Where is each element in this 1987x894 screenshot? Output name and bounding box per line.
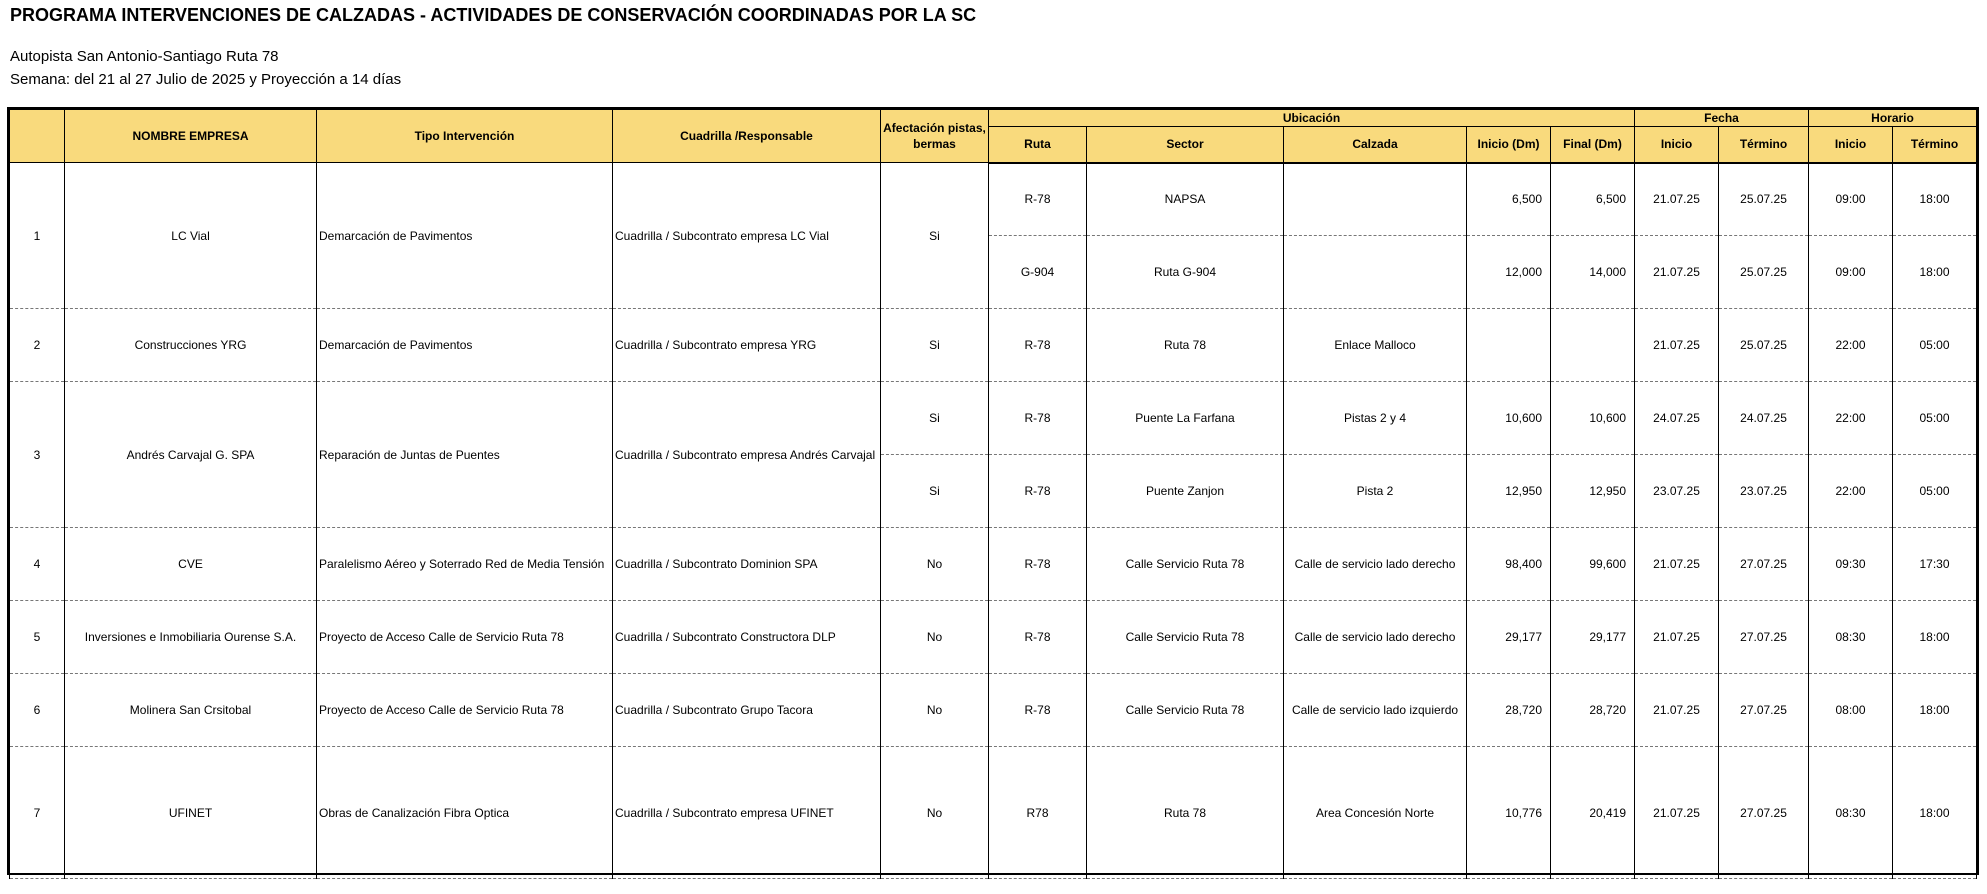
cell-fecha-inicio: 24.07.25 (1635, 382, 1719, 455)
cell-tipo: Proyecto de Acceso Calle de Servicio Ruta 78 (317, 601, 613, 674)
cell-ruta: R-78 (989, 455, 1087, 528)
cell-final-dm: 14,000 (1551, 236, 1635, 309)
cell-final-dm: 20,419 (1551, 747, 1635, 879)
table-row (10, 674, 1977, 747)
cell-inicio-dm: 12,950 (1467, 455, 1551, 528)
cell-inicio-dm: 28,720 (1467, 674, 1551, 747)
cell-cuadrilla: Cuadrilla / Subcontrato Constructora DLP (613, 601, 881, 674)
cell-fecha-termino: 27.07.25 (1719, 674, 1809, 747)
cell-hora-termino: 05:00 (1893, 309, 1977, 382)
table-row (10, 601, 1977, 674)
cell-calzada: Area Concesión Norte (1284, 747, 1467, 879)
table-row (10, 309, 1977, 382)
interventions-table (9, 109, 1977, 879)
cell-inicio-dm: 12,000 (1467, 236, 1551, 309)
cell-tipo: Proyecto de Acceso Calle de Servicio Ruta 78 (317, 674, 613, 747)
cell-afectacion: No (881, 674, 989, 747)
cell-sector: Ruta 78 (1087, 309, 1284, 382)
cell-sector: Calle Servicio Ruta 78 (1087, 674, 1284, 747)
cell-calzada: Pistas 2 y 4 (1284, 382, 1467, 455)
col-number-header (10, 110, 65, 163)
cell-inicio-dm (1467, 309, 1551, 382)
col-fecha-termino-header: Término (1719, 127, 1809, 163)
page-title: PROGRAMA INTERVENCIONES DE CALZADAS - ACTIVIDADES DE CONSERVACIÓN COORDINADAS POR LA SC (10, 5, 977, 25)
cell-afectacion: No (881, 747, 989, 879)
cell-afectacion: Si (881, 382, 989, 455)
col-tipo-header: Tipo Intervención (317, 110, 613, 163)
cell-hora-inicio: 08:30 (1809, 747, 1893, 879)
cell-calzada: Enlace Malloco (1284, 309, 1467, 382)
interventions-table-container (7, 107, 1979, 875)
col-calzada-header: Calzada (1284, 127, 1467, 163)
cell-fecha-inicio: 21.07.25 (1635, 236, 1719, 309)
cell-inicio-dm: 29,177 (1467, 601, 1551, 674)
cell-hora-termino: 18:00 (1893, 236, 1977, 309)
col-cuadrilla-header: Cuadrilla /Responsable (613, 110, 881, 163)
group-horario-header: Horario (1809, 110, 1977, 127)
cell-empresa: Molinera San Crsitobal (65, 674, 317, 747)
cell-sector: Ruta 78 (1087, 747, 1284, 879)
cell-hora-inicio: 09:00 (1809, 236, 1893, 309)
cell-hora-inicio: 09:00 (1809, 163, 1893, 236)
col-inicio-dm-header: Inicio (Dm) (1467, 127, 1551, 163)
cell-sector: Calle Servicio Ruta 78 (1087, 601, 1284, 674)
cell-ruta: R-78 (989, 382, 1087, 455)
cell-calzada: Calle de servicio lado izquierdo (1284, 674, 1467, 747)
row-number: 2 (10, 309, 65, 382)
cell-hora-termino: 18:00 (1893, 601, 1977, 674)
cell-ruta: R-78 (989, 309, 1087, 382)
cell-calzada (1284, 236, 1467, 309)
cell-hora-termino: 17:30 (1893, 528, 1977, 601)
cell-afectacion: Si (881, 455, 989, 528)
cell-fecha-termino: 25.07.25 (1719, 309, 1809, 382)
cell-empresa: Inversiones e Inmobiliaria Ourense S.A. (65, 601, 317, 674)
cell-afectacion: Si (881, 163, 989, 309)
col-ruta-header: Ruta (989, 127, 1087, 163)
cell-calzada: Calle de servicio lado derecho (1284, 528, 1467, 601)
cell-hora-inicio: 08:30 (1809, 601, 1893, 674)
cell-final-dm (1551, 309, 1635, 382)
cell-sector: Ruta G-904 (1087, 236, 1284, 309)
cell-hora-inicio: 22:00 (1809, 382, 1893, 455)
cell-final-dm: 28,720 (1551, 674, 1635, 747)
cell-inicio-dm: 6,500 (1467, 163, 1551, 236)
cell-empresa: Construcciones YRG (65, 309, 317, 382)
row-number: 5 (10, 601, 65, 674)
cell-fecha-termino: 27.07.25 (1719, 747, 1809, 879)
group-ubicacion-header: Ubicación (989, 110, 1635, 127)
cell-empresa: UFINET (65, 747, 317, 879)
cell-calzada (1284, 163, 1467, 236)
cell-final-dm: 99,600 (1551, 528, 1635, 601)
cell-ruta: R-78 (989, 674, 1087, 747)
cell-ruta: R-78 (989, 601, 1087, 674)
cell-sector: Calle Servicio Ruta 78 (1087, 528, 1284, 601)
cell-fecha-termino: 27.07.25 (1719, 601, 1809, 674)
cell-ruta: R78 (989, 747, 1087, 879)
cell-hora-termino: 18:00 (1893, 163, 1977, 236)
table-row (10, 382, 1977, 455)
cell-fecha-inicio: 21.07.25 (1635, 747, 1719, 879)
row-number: 3 (10, 382, 65, 528)
cell-fecha-termino: 27.07.25 (1719, 528, 1809, 601)
cell-hora-inicio: 09:30 (1809, 528, 1893, 601)
cell-inicio-dm: 98,400 (1467, 528, 1551, 601)
cell-final-dm: 12,950 (1551, 455, 1635, 528)
cell-sector: Puente La Farfana (1087, 382, 1284, 455)
cell-fecha-termino: 23.07.25 (1719, 455, 1809, 528)
cell-hora-inicio: 22:00 (1809, 455, 1893, 528)
cell-fecha-inicio: 21.07.25 (1635, 674, 1719, 747)
cell-afectacion: No (881, 528, 989, 601)
row-number: 7 (10, 747, 65, 879)
cell-hora-inicio: 22:00 (1809, 309, 1893, 382)
cell-empresa: LC Vial (65, 163, 317, 309)
cell-tipo: Demarcación de Pavimentos (317, 163, 613, 309)
cell-final-dm: 29,177 (1551, 601, 1635, 674)
cell-cuadrilla: Cuadrilla / Subcontrato empresa Andrés Carvajal (613, 382, 881, 528)
cell-cuadrilla: Cuadrilla / Subcontrato empresa LC Vial (613, 163, 881, 309)
cell-ruta: R-78 (989, 528, 1087, 601)
cell-fecha-termino: 25.07.25 (1719, 236, 1809, 309)
cell-tipo: Demarcación de Pavimentos (317, 309, 613, 382)
cell-calzada: Pista 2 (1284, 455, 1467, 528)
cell-cuadrilla: Cuadrilla / Subcontrato Grupo Tacora (613, 674, 881, 747)
col-empresa-header: NOMBRE EMPRESA (65, 110, 317, 163)
cell-fecha-inicio: 21.07.25 (1635, 601, 1719, 674)
cell-hora-termino: 18:00 (1893, 747, 1977, 879)
col-hora-inicio-header: Inicio (1809, 127, 1893, 163)
highway-name: Autopista San Antonio-Santiago Ruta 78 (10, 48, 279, 65)
group-fecha-header: Fecha (1635, 110, 1809, 127)
col-final-dm-header: Final (Dm) (1551, 127, 1635, 163)
cell-sector: Puente Zanjon (1087, 455, 1284, 528)
cell-hora-inicio: 08:00 (1809, 674, 1893, 747)
row-number: 4 (10, 528, 65, 601)
cell-tipo: Obras de Canalización Fibra Optica (317, 747, 613, 879)
col-sector-header: Sector (1087, 127, 1284, 163)
cell-empresa: CVE (65, 528, 317, 601)
table-row (10, 747, 1977, 879)
cell-ruta: R-78 (989, 163, 1087, 236)
cell-sector: NAPSA (1087, 163, 1284, 236)
table-row (10, 528, 1977, 601)
cell-empresa: Andrés Carvajal G. SPA (65, 382, 317, 528)
cell-inicio-dm: 10,776 (1467, 747, 1551, 879)
cell-final-dm: 6,500 (1551, 163, 1635, 236)
cell-inicio-dm: 10,600 (1467, 382, 1551, 455)
cell-fecha-termino: 24.07.25 (1719, 382, 1809, 455)
col-afectacion-header: Afectación pistas, bermas (881, 110, 989, 163)
cell-fecha-inicio: 21.07.25 (1635, 309, 1719, 382)
cell-fecha-termino: 25.07.25 (1719, 163, 1809, 236)
cell-hora-termino: 05:00 (1893, 455, 1977, 528)
col-fecha-inicio-header: Inicio (1635, 127, 1719, 163)
cell-fecha-inicio: 21.07.25 (1635, 528, 1719, 601)
table-row (10, 163, 1977, 236)
cell-tipo: Reparación de Juntas de Puentes (317, 382, 613, 528)
cell-final-dm: 10,600 (1551, 382, 1635, 455)
cell-afectacion: No (881, 601, 989, 674)
col-hora-termino-header: Término (1893, 127, 1977, 163)
cell-afectacion: Si (881, 309, 989, 382)
row-number: 6 (10, 674, 65, 747)
cell-calzada: Calle de servicio lado derecho (1284, 601, 1467, 674)
cell-tipo: Paralelismo Aéreo y Soterrado Red de Media Tensión (317, 528, 613, 601)
cell-fecha-inicio: 23.07.25 (1635, 455, 1719, 528)
cell-hora-termino: 05:00 (1893, 382, 1977, 455)
row-number: 1 (10, 163, 65, 309)
cell-hora-termino: 18:00 (1893, 674, 1977, 747)
cell-ruta: G-904 (989, 236, 1087, 309)
cell-cuadrilla: Cuadrilla / Subcontrato empresa UFINET (613, 747, 881, 879)
cell-cuadrilla: Cuadrilla / Subcontrato Dominion SPA (613, 528, 881, 601)
cell-cuadrilla: Cuadrilla / Subcontrato empresa YRG (613, 309, 881, 382)
week-range: Semana: del 21 al 27 Julio de 2025 y Proyección a 14 días (10, 71, 402, 88)
cell-fecha-inicio: 21.07.25 (1635, 163, 1719, 236)
